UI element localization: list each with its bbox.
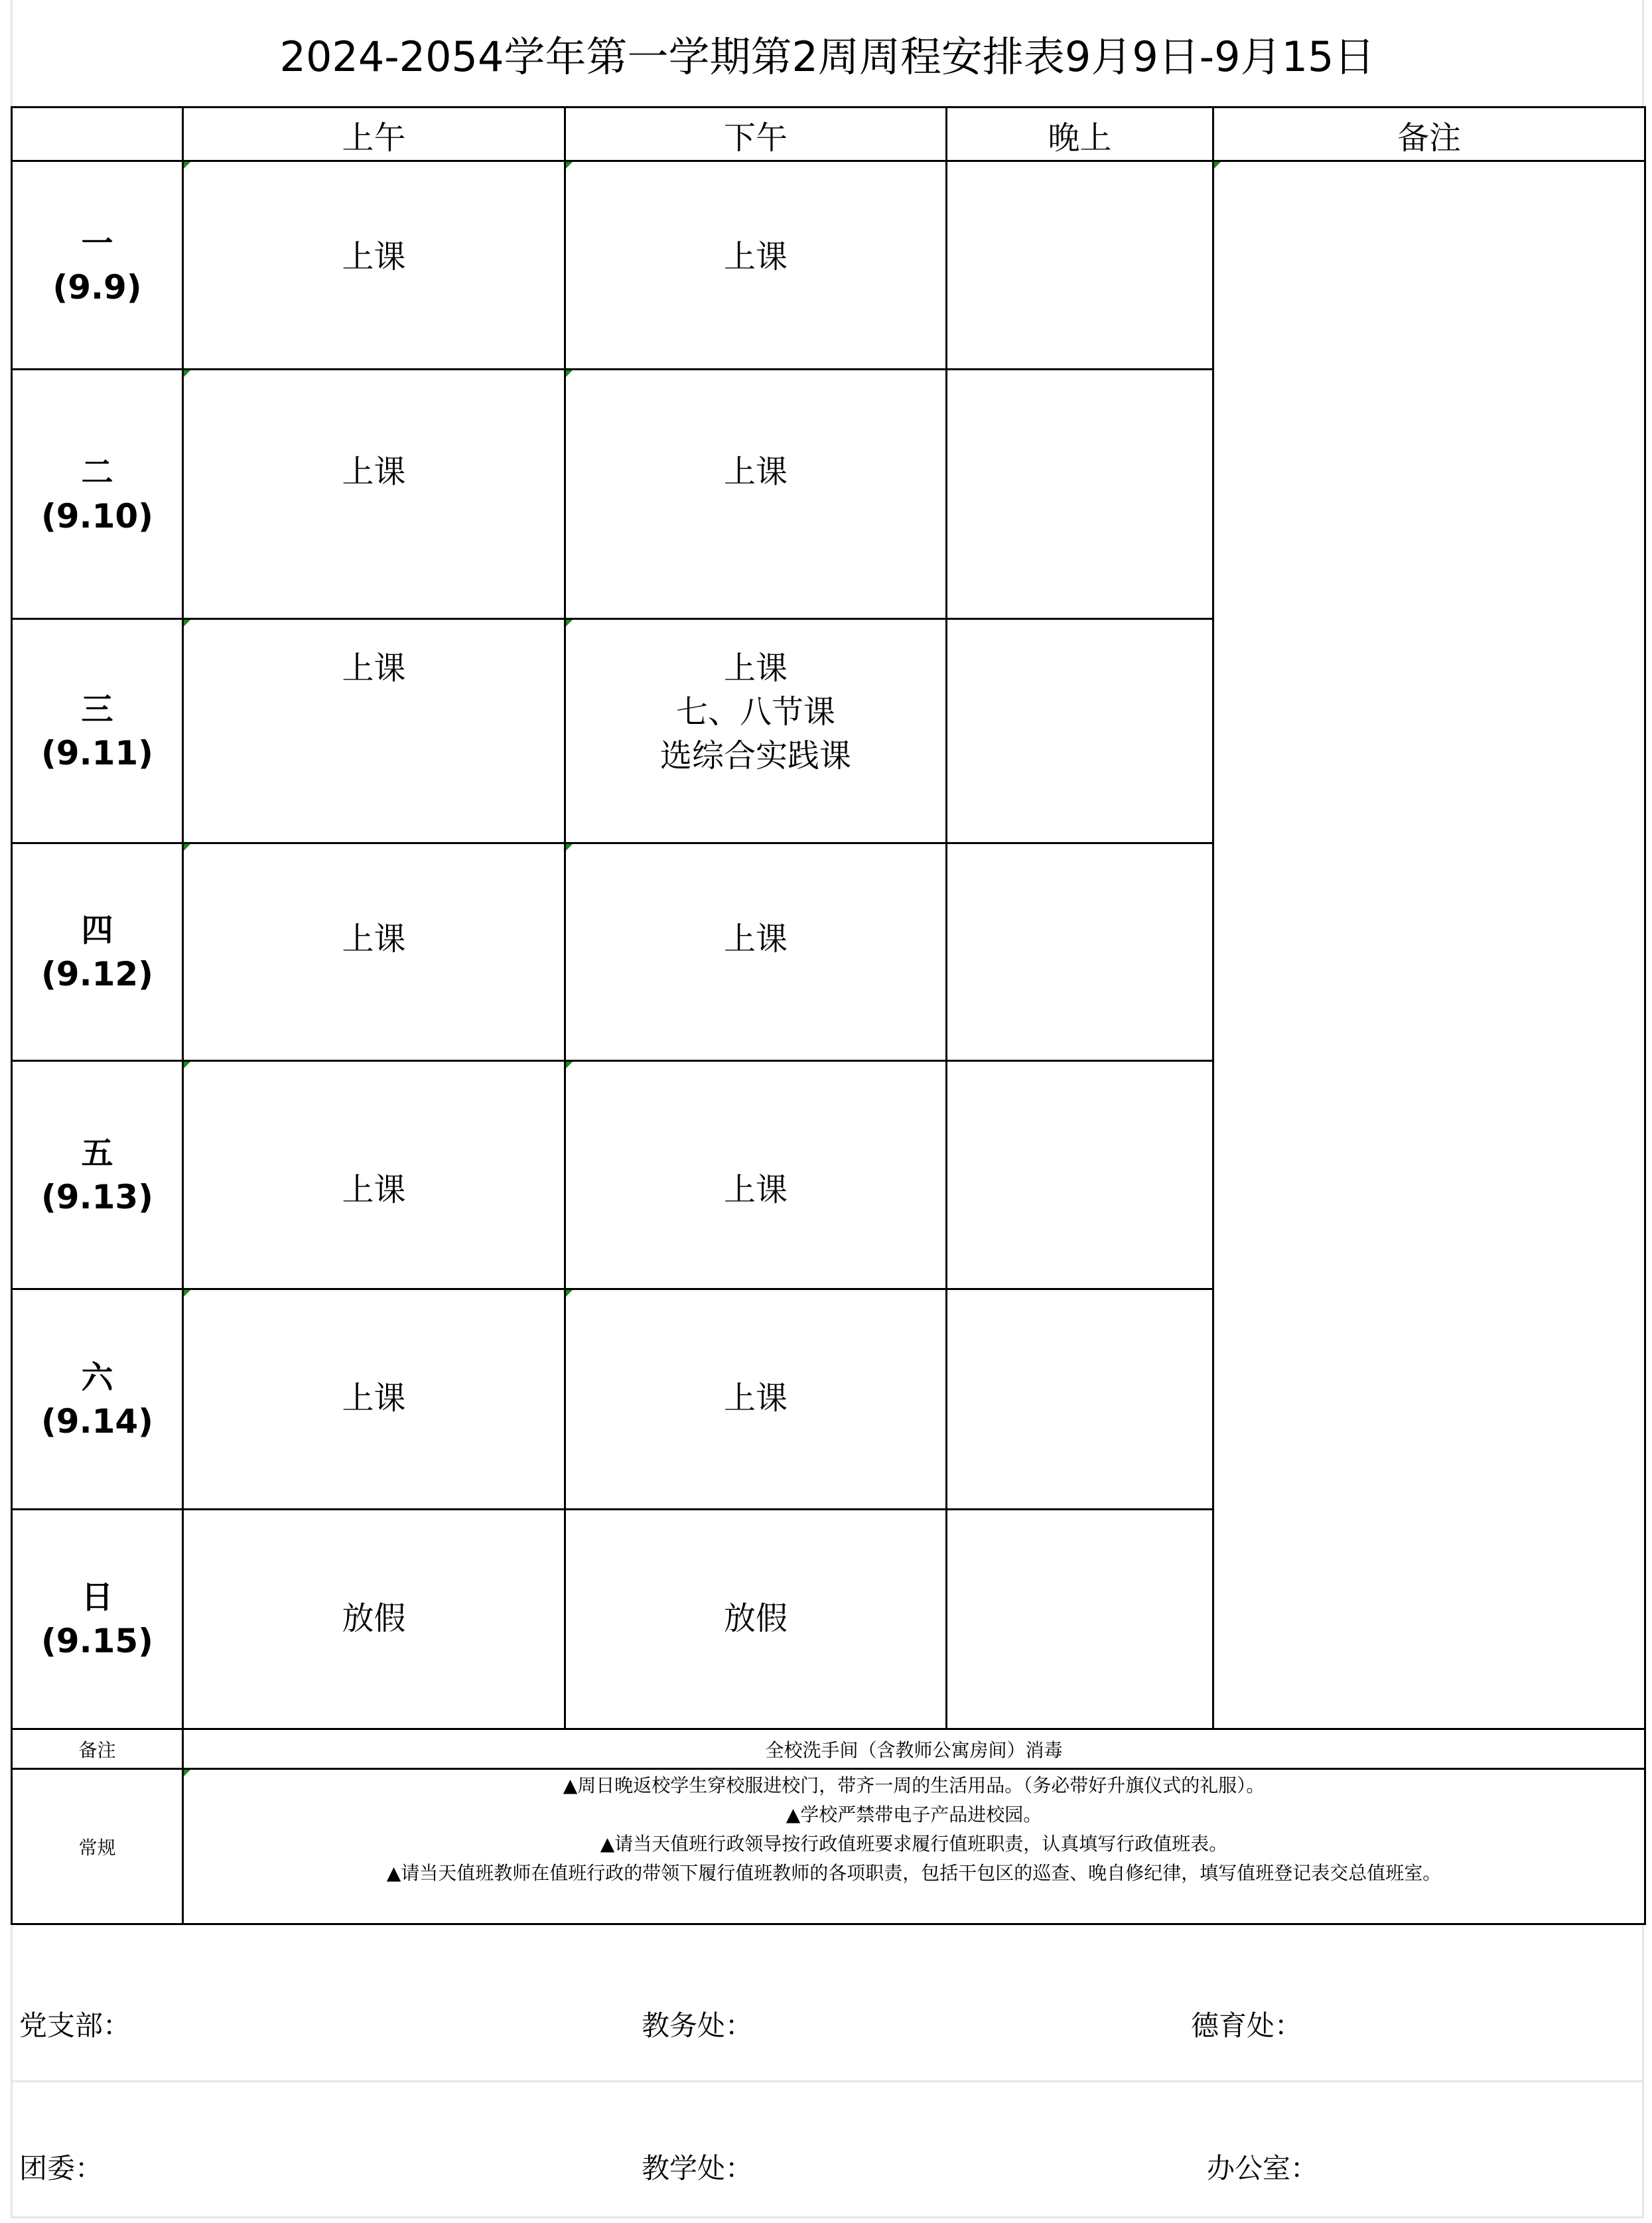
- evening-cell: [947, 161, 1213, 370]
- header-afternoon: 下午: [565, 108, 947, 161]
- morning-activity: 上课: [342, 238, 406, 275]
- afternoon-activity: 上课: [723, 920, 788, 958]
- cell-comment-marker: [1214, 162, 1221, 169]
- afternoon-activity: 上课: [723, 453, 788, 490]
- afternoon-activity: 选综合实践课: [659, 737, 851, 774]
- day-label-cell: [12, 843, 183, 1061]
- evening-cell: [947, 619, 1213, 843]
- morning-cell: [183, 370, 565, 619]
- cell-comment-marker: [566, 370, 573, 377]
- afternoon-cell: [565, 161, 947, 370]
- day-date: (9.15): [40, 1622, 154, 1660]
- afternoon-activity: 放假: [723, 1600, 788, 1637]
- afternoon-cell: [565, 1061, 947, 1289]
- cell-comment-marker: [184, 620, 190, 626]
- morning-cell: [183, 1289, 565, 1510]
- morning-activity: 上课: [342, 1380, 406, 1417]
- cell-comment-marker: [566, 162, 573, 169]
- afternoon-activity: 上课: [723, 650, 788, 687]
- morning-cell: [183, 1510, 565, 1729]
- day-label-cell: [12, 370, 183, 619]
- cell-comment-marker: [566, 1062, 573, 1068]
- morning-cell: [183, 843, 565, 1061]
- header-remarks: 备注: [1213, 108, 1645, 161]
- signature-divider: [11, 2080, 1644, 2082]
- cell-comment-marker: [566, 844, 573, 851]
- weekday-name: 一: [81, 224, 113, 262]
- signature-bottom-line: [11, 2216, 1644, 2218]
- cell-comment-marker: [184, 162, 190, 169]
- afternoon-activity: 上课: [723, 1380, 788, 1417]
- weekly-schedule-table: [11, 106, 1646, 1925]
- evening-cell: [947, 1061, 1213, 1289]
- afternoon-cell: [565, 370, 947, 619]
- cell-comment-marker: [184, 370, 190, 377]
- routine-rule-line: ▲请当天值班行政领导按行政值班要求履行值班职责，认真填写行政值班表。: [600, 1833, 1228, 1855]
- weekday-name: 日: [81, 1579, 113, 1616]
- signature-general-office: 办公室：: [1207, 2152, 1319, 2185]
- routine-rule-line: ▲学校严禁带电子产品进校园。: [786, 1804, 1042, 1826]
- day-row: [12, 161, 1645, 370]
- routine-row: [12, 1769, 1645, 1924]
- weekday-name: 三: [81, 690, 113, 728]
- afternoon-cell: [565, 619, 947, 843]
- day-label-cell: [12, 619, 183, 843]
- signature-academic-affairs: 教务处：: [642, 2009, 754, 2042]
- day-date: (9.9): [52, 267, 142, 307]
- afternoon-cell: [565, 1510, 947, 1729]
- header-corner: [12, 108, 183, 161]
- morning-activity: 放假: [342, 1600, 406, 1637]
- weekday-name: 五: [81, 1134, 113, 1172]
- remark-text: 全校洗手间（含教师公寓房间）消毒: [183, 1729, 1645, 1769]
- afternoon-activity: 上课: [723, 238, 788, 275]
- morning-activity: 上课: [342, 453, 406, 490]
- cell-comment-marker: [566, 1290, 573, 1297]
- day-date: (9.11): [40, 733, 154, 772]
- day-date: (9.10): [40, 496, 154, 536]
- day-date: (9.13): [40, 1177, 154, 1216]
- header-evening: 晚上: [947, 108, 1213, 161]
- signature-area: [11, 1926, 1644, 2218]
- header-row: [12, 108, 1645, 161]
- cell-comment-marker: [566, 620, 573, 626]
- routine-rule-line: ▲请当天值班教师在值班行政的带领下履行值班教师的各项职责，包括干包区的巡查、晚自修纪律，填写值班登记表交总值班室。: [386, 1862, 1442, 1884]
- signature-moral-education: 德育处：: [1191, 2009, 1303, 2042]
- morning-cell: [183, 1061, 565, 1289]
- routine-rule-line: ▲周日晚返校学生穿校服进校门，带齐一周的生活用品。（务必带好升旗仪式的礼服）。: [563, 1774, 1265, 1796]
- afternoon-cell: [565, 843, 947, 1061]
- morning-cell: [183, 161, 565, 370]
- afternoon-activity: 上课: [723, 1171, 788, 1208]
- day-label-cell: [12, 1061, 183, 1289]
- cell-comment-marker: [184, 1770, 190, 1776]
- afternoon-activity: 七、八节课: [675, 693, 835, 731]
- weekday-name: 四: [81, 911, 113, 949]
- morning-activity: 上课: [342, 1171, 406, 1208]
- signature-teaching-office: 教学处：: [642, 2152, 754, 2185]
- remark-row: [12, 1729, 1645, 1769]
- remarks-merged-cell: [1213, 161, 1645, 1729]
- weekday-name: 六: [81, 1358, 113, 1396]
- evening-cell: [947, 1289, 1213, 1510]
- signature-party-branch: 党支部：: [19, 2009, 131, 2042]
- cell-comment-marker: [184, 844, 190, 851]
- signature-youth-league: 团委：: [19, 2152, 103, 2185]
- day-date: (9.12): [40, 954, 154, 993]
- cell-comment-marker: [184, 1062, 190, 1068]
- routine-rules: [183, 1769, 1645, 1924]
- morning-activity: 上课: [342, 920, 406, 958]
- routine-label: 常规: [12, 1769, 183, 1924]
- evening-cell: [947, 1510, 1213, 1729]
- morning-activity: 上课: [342, 650, 406, 687]
- day-date: (9.14): [40, 1401, 154, 1441]
- header-morning: 上午: [183, 108, 565, 161]
- evening-cell: [947, 843, 1213, 1061]
- evening-cell: [947, 370, 1213, 619]
- schedule-title: 2024-2054学年第一学期第2周周程安排表9月9日-9月15日: [11, 0, 1644, 106]
- day-label-cell: [12, 1510, 183, 1729]
- weekday-name: 二: [81, 453, 113, 491]
- day-label-cell: [12, 161, 183, 370]
- cell-comment-marker: [184, 1290, 190, 1297]
- remark-label: 备注: [12, 1729, 183, 1769]
- morning-cell: [183, 619, 565, 843]
- day-label-cell: [12, 1289, 183, 1510]
- afternoon-cell: [565, 1289, 947, 1510]
